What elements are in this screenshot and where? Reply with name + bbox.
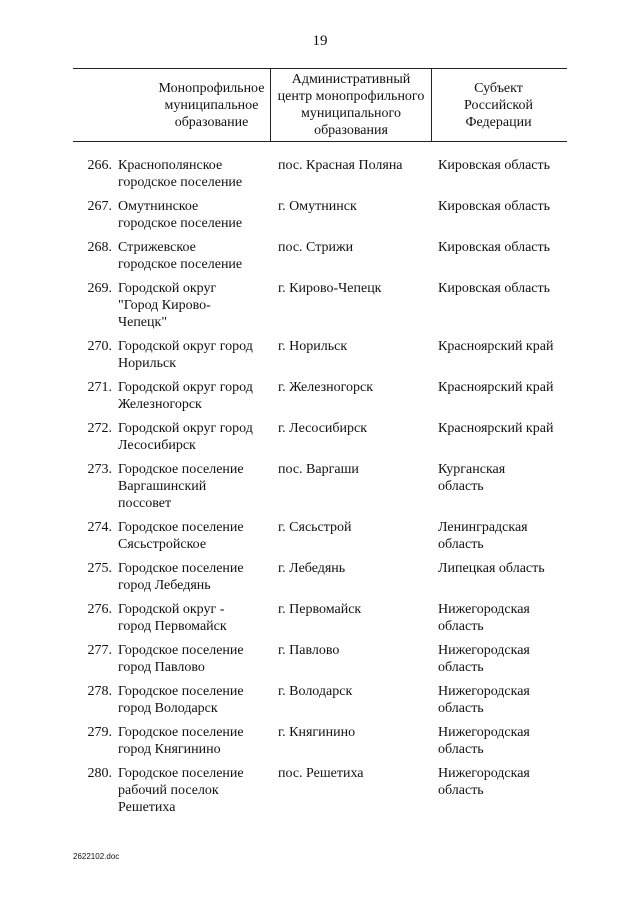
row-admin-center: пос. Стрижи [278,240,354,255]
row-municipality: Краснополянское городское поселение [118,158,243,190]
row-municipality: Городской округ город Норильск [118,339,253,371]
row-municipality: Городской округ город Лесосибирск [118,421,253,453]
row-admin-center: г. Володарск [278,684,353,699]
row-number: 266. [87,158,112,173]
row-admin-center: пос. Красная Поляна [278,158,403,173]
row-federal-subject: Кировская область [438,158,551,173]
row-admin-center: г. Первомайск [278,602,362,617]
row-municipality: Городской округ "Город Кирово- Чепецк" [118,281,217,330]
row-federal-subject: Нижегородская область [438,684,530,716]
row-admin-center: г. Лесосибирск [278,421,368,436]
row-admin-center: пос. Варгаши [278,462,359,477]
row-municipality: Городской округ город Железногорск [118,380,253,412]
row-number: 268. [87,240,112,255]
row-federal-subject: Нижегородская область [438,602,530,634]
row-municipality: Стрижевское городское поселение [118,240,243,272]
row-municipality: Городское поселение Варгашинский поссовет [118,462,244,511]
row-federal-subject: Нижегородская область [438,766,530,798]
row-number: 277. [87,643,112,658]
table-header [73,68,567,142]
row-municipality: Городское поселение город Павлово [118,643,244,675]
row-federal-subject: Липецкая область [438,561,545,576]
row-number: 267. [87,199,112,214]
row-municipality: Городское поселение город Володарск [118,684,244,716]
row-municipality: Городское поселение Сясьстройское [118,520,244,552]
row-municipality: Городской округ - город Первомайск [118,602,227,634]
row-number: 275. [87,561,112,576]
row-municipality: Городское поселение город Лебедянь [118,561,244,593]
row-admin-center: г. Кирово-Чепецк [278,281,382,296]
row-federal-subject: Курганская область [438,462,506,494]
header-municipality: Монопрофильное муниципальное образование [158,80,265,130]
row-admin-center: пос. Решетиха [278,766,364,781]
row-number: 276. [87,602,112,617]
row-federal-subject: Красноярский край [438,380,554,395]
row-admin-center: г. Омутнинск [278,199,357,214]
row-federal-subject: Красноярский край [438,421,554,436]
row-admin-center: г. Княгинино [278,725,356,740]
row-municipality: Городское поселение город Княгинино [118,725,244,757]
row-admin-center: г. Сясьстрой [278,520,352,535]
row-admin-center: г. Норильск [278,339,348,354]
row-federal-subject: Кировская область [438,240,551,255]
row-admin-center: г. Лебедянь [278,561,346,576]
row-number: 273. [87,462,112,477]
page-number: 19 [312,33,328,49]
row-number: 279. [87,725,112,740]
row-number: 270. [87,339,112,354]
row-number: 274. [87,520,112,535]
row-number: 269. [87,281,112,296]
document-filename: 2622102.doc [73,852,120,861]
header-federal-subject: Субъект Российской Федерации [464,80,533,130]
row-federal-subject: Кировская область [438,199,551,214]
row-municipality: Омутнинское городское поселение [118,199,243,231]
row-federal-subject: Нижегородская область [438,725,530,757]
row-number: 278. [87,684,112,699]
row-federal-subject: Ленинградская область [438,520,528,552]
row-number: 280. [87,766,112,781]
header-admin-center: Административный центр монопрофильного муниципального образования [270,69,432,141]
row-admin-center: г. Павлово [278,643,340,658]
row-number: 271. [87,380,112,395]
row-admin-center: г. Железногорск [278,380,374,395]
row-municipality: Городское поселение рабочий поселок Решетиха [118,766,244,815]
row-number: 272. [87,421,112,436]
row-federal-subject: Кировская область [438,281,551,296]
row-federal-subject: Красноярский край [438,339,554,354]
row-federal-subject: Нижегородская область [438,643,530,675]
